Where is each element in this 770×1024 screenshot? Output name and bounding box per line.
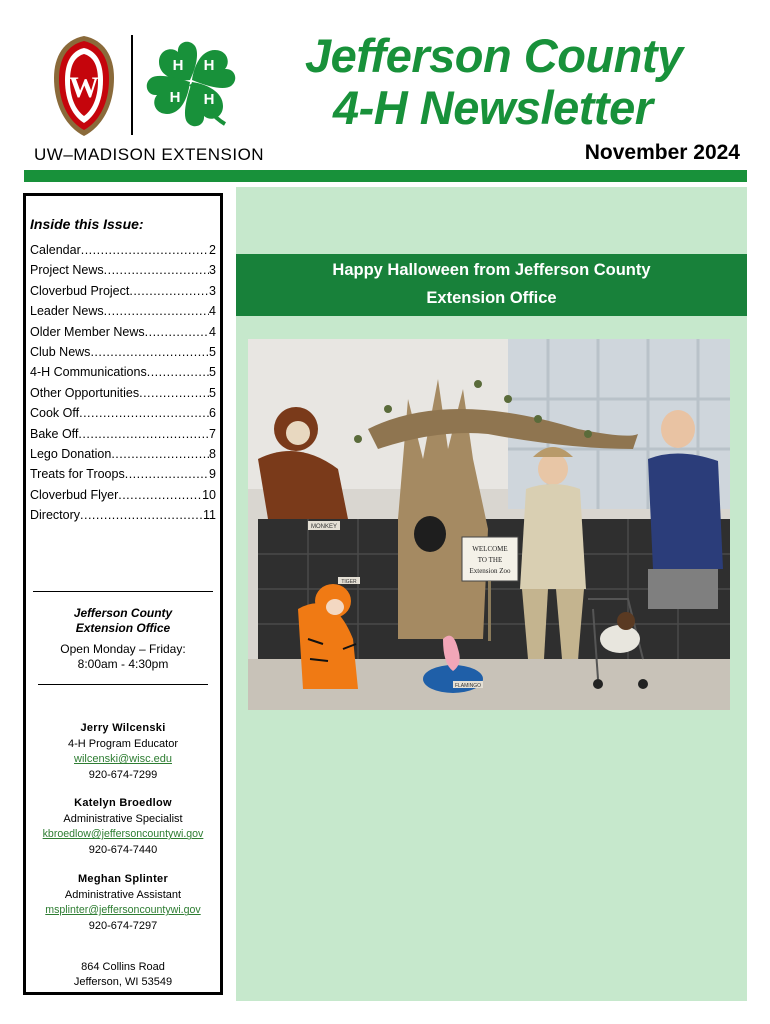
toc-item[interactable]: [30, 444, 216, 464]
contact-email-link[interactable]: kbroedlow@jeffersoncountywi.gov: [42, 828, 204, 841]
halloween-banner: [236, 254, 747, 316]
toc-page: 2: [209, 243, 216, 257]
office-name-line2: Extension Office: [75, 621, 171, 636]
address-line1: 864 Collins Road: [81, 961, 165, 974]
toc-item[interactable]: [30, 322, 216, 342]
clover-h-2: H: [203, 57, 215, 74]
office-block: [30, 606, 216, 672]
clover-h-1: H: [172, 57, 184, 74]
toc-label: Club News: [30, 344, 91, 359]
contact-name: Jerry Wilcenski: [80, 722, 166, 735]
toc-item[interactable]: [30, 464, 216, 484]
contact-email-link[interactable]: wilcenski@wisc.edu: [74, 753, 172, 766]
toc-page: 3: [209, 283, 216, 298]
toc-item[interactable]: [30, 240, 216, 260]
clover-h-3: H: [203, 91, 215, 108]
toc-label: Cook Off: [30, 406, 80, 421]
toc-item[interactable]: [30, 281, 216, 301]
toc-item[interactable]: [30, 505, 216, 525]
contact-title: Administrative Specialist: [63, 812, 183, 825]
office-name-line1: Jefferson County: [73, 606, 173, 621]
welcome-sign-line2: TO THE: [477, 556, 503, 564]
header-divider: [131, 35, 133, 135]
toc-label: Calendar: [30, 243, 81, 257]
toc-item[interactable]: [30, 301, 216, 321]
newsletter-title-line1: Jefferson County: [305, 29, 683, 82]
table-of-contents: [30, 240, 216, 525]
contact-name: Meghan Splinter: [77, 873, 169, 886]
svg-text:W: W: [69, 71, 99, 104]
address-block: [30, 960, 216, 990]
toc-heading: Inside this Issue:: [30, 216, 144, 232]
toc-label: Lego Donation: [30, 446, 112, 461]
banner-line2: Extension Office: [426, 289, 557, 307]
clover-h-4: H: [169, 89, 181, 106]
toc-label: Directory: [30, 508, 81, 523]
toc-page: 10: [202, 487, 216, 502]
contact-title: 4-H Program Educator: [67, 737, 179, 750]
sidebar-rule: [38, 684, 208, 685]
toc-page: 5: [209, 344, 216, 359]
contact-email-link[interactable]: msplinter@jeffersoncountywi.gov: [45, 904, 201, 917]
toc-page: 9: [209, 467, 216, 482]
toc-page: 5: [209, 365, 216, 380]
tiger-sign: TIGER: [341, 579, 357, 585]
banner-line1: Happy Halloween from Jefferson County: [332, 261, 651, 279]
office-hours-line1: Open Monday – Friday:: [60, 642, 186, 657]
toc-page: 6: [209, 406, 216, 421]
newsletter-title-line2: 4-H Newsletter: [333, 81, 653, 134]
toc-item[interactable]: [30, 362, 216, 382]
toc-page: 4: [209, 324, 216, 339]
sidebar: [23, 193, 223, 995]
contact-phone: 920-674-7440: [88, 843, 158, 856]
contact-card: [30, 796, 216, 858]
toc-label: Bake Off: [30, 426, 79, 441]
contact-card: [30, 872, 216, 934]
toc-label: Other Opportunities: [30, 385, 140, 400]
toc-page: 7: [209, 426, 216, 441]
contact-title: Administrative Assistant: [64, 888, 182, 901]
issue-date: November 2024: [584, 141, 740, 164]
contact-name: Katelyn Broedlow: [74, 797, 172, 810]
contact-phone: 920-674-7297: [88, 919, 158, 932]
toc-label: 4-H Communications: [30, 365, 147, 380]
toc-label: Older Member News: [30, 324, 145, 339]
toc-item[interactable]: [30, 342, 216, 362]
contact-card: [30, 721, 216, 783]
toc-page: 3: [209, 263, 216, 278]
toc-item[interactable]: [30, 383, 216, 403]
toc-label: Project News: [30, 263, 104, 278]
address-line2: Jefferson, WI 53549: [73, 976, 173, 989]
monkey-sign: MONKEY: [310, 524, 338, 530]
office-hours-line2: 8:00am - 4:30pm: [77, 657, 169, 672]
welcome-sign-line3: Extension Zoo: [469, 567, 511, 575]
welcome-sign-line1: WELCOME: [472, 545, 508, 553]
toc-item[interactable]: [30, 403, 216, 423]
toc-page: 4: [209, 304, 216, 319]
toc-item[interactable]: [30, 485, 216, 505]
header-green-rule: [24, 170, 747, 182]
contact-phone: 920-674-7299: [88, 768, 158, 781]
toc-page: 5: [209, 385, 216, 400]
halloween-photo: [248, 339, 730, 710]
4h-clover-logo: [145, 36, 237, 132]
flamingo-sign: FLAMINGO: [454, 683, 482, 689]
toc-label: Cloverbud Project: [30, 283, 130, 298]
toc-label: Cloverbud Flyer: [30, 487, 119, 502]
org-name: UW–MADISON EXTENSION: [34, 145, 265, 164]
uw-crest-logo: [50, 34, 118, 138]
toc-item[interactable]: [30, 260, 216, 280]
toc-label: Leader News: [30, 304, 104, 319]
toc-label: Treats for Troops: [30, 467, 125, 482]
sidebar-rule: [33, 591, 213, 592]
toc-page: 11: [203, 508, 216, 523]
toc-item[interactable]: [30, 424, 216, 444]
toc-page: 8: [209, 446, 216, 461]
